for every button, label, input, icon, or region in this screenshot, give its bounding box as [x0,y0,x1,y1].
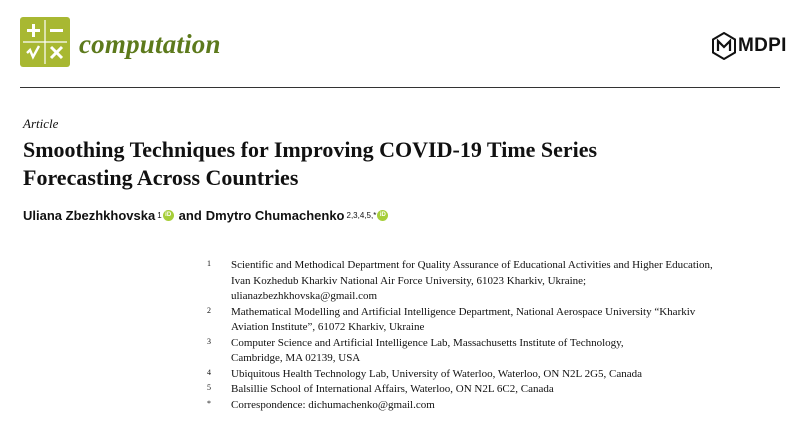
affiliation-item [207,398,792,414]
publisher-logo [712,32,787,60]
author-affiliation-ref: 2,3,4,5,* [346,211,377,220]
affiliation-number: 3 [207,336,211,346]
orcid-icon[interactable]: iD [377,210,388,221]
header-divider [20,87,780,88]
title-line: Forecasting Across Countries [23,165,299,190]
affiliation-line: Ubiquitous Health Technology Lab, University of Waterloo, Waterloo, ON N2L 2G5, Canada [231,367,642,380]
affiliation-item [207,258,792,305]
affiliation-line: Aviation Institute”, 61072 Kharkiv, Ukraine [231,321,425,333]
affiliation-line: Balsillie School of International Affairs, Waterloo, ON N2L 6C2, Canada [231,383,554,395]
journal-logo [20,17,70,67]
affiliation-line: Scientific and Methodical Department for Quality Assurance of Educational Activities and Higher Education, [231,259,713,271]
correspondence-line[interactable]: Correspondence: dichumachenko@gmail.com [231,398,435,411]
affiliation-item [207,305,792,336]
publisher-name: MDPI [738,35,787,56]
author-name[interactable]: Dmytro Chumachenko [205,208,345,223]
author-list [23,208,393,223]
affiliation-line: Computer Science and Artificial Intelligence Lab, Massachusetts Institute of Technology, [231,336,624,349]
correspondence-marker: * [207,398,211,408]
journal-name: computation [79,29,221,59]
affiliation-line: Mathematical Modelling and Artificial Intelligence Department, National Aerospace University “Kharkiv [231,305,696,318]
article-title [23,136,783,192]
affiliation-number: 4 [207,367,211,377]
mdpi-hexagon-icon [712,32,736,60]
affiliation-line: Ivan Kozhedub Kharkiv National Air Force University, 61023 Kharkiv, Ukraine; [231,274,587,287]
affiliation-list [207,258,792,413]
orcid-icon[interactable]: iD [163,210,174,221]
affiliation-email[interactable]: ulianazbezhkhovska@gmail.com [231,290,378,302]
affiliation-number: 5 [207,383,211,392]
affiliation-item [207,382,792,398]
affiliation-number: 2 [207,305,211,315]
math-symbols-icon [20,17,70,67]
affiliation-item [207,336,792,367]
title-line: Smoothing Techniques for Improving COVID-19 Time Series [23,137,598,162]
article-type: Article [23,116,59,131]
author-affiliation-ref: 1 [157,211,162,220]
affiliation-number: 1 [207,259,211,268]
author-name[interactable]: Uliana Zbezhkhovska [23,208,156,223]
author-connector: and [178,208,202,223]
affiliation-item [207,367,792,383]
affiliation-line: Cambridge, MA 02139, USA [231,352,361,364]
